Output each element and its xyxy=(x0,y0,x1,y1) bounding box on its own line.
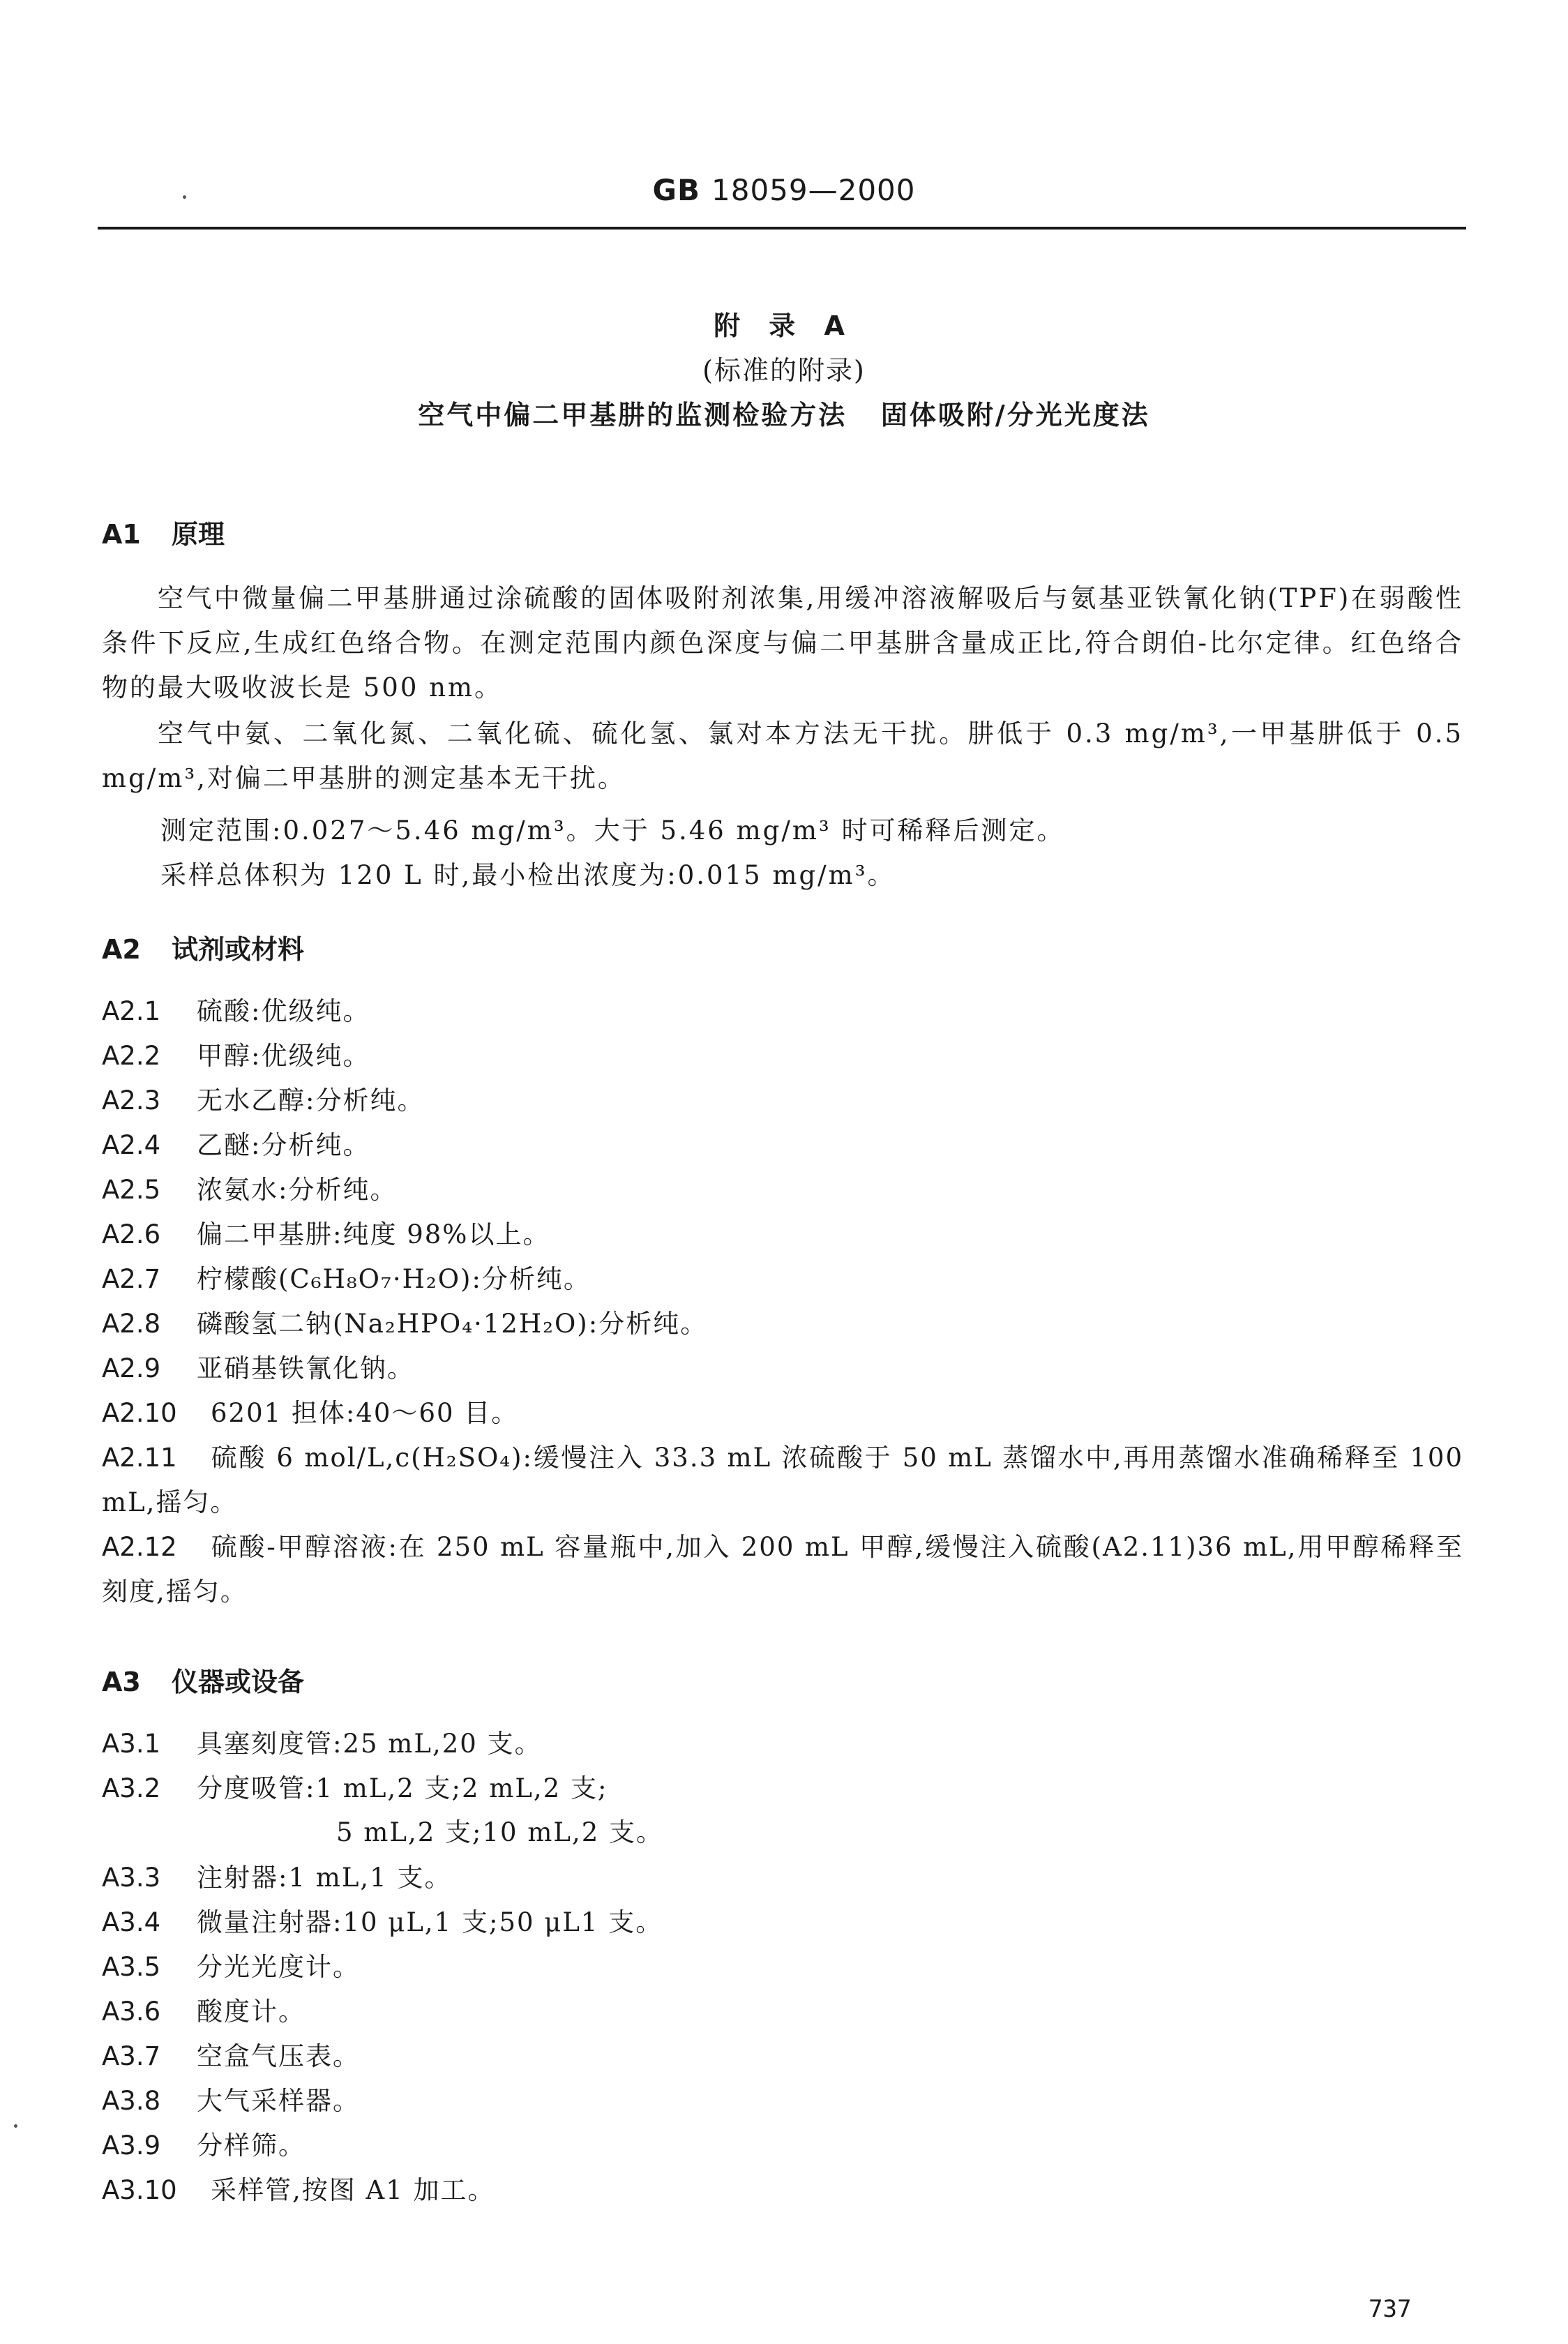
list-item: A2.8 磷酸氢二钠(Na₂HPO₄·12H₂O):分析纯。 xyxy=(102,1309,708,1339)
list-item: A3.10 采样管,按图 A1 加工。 xyxy=(102,2175,495,2205)
a1-detection-limit: 采样总体积为 120 L 时,最小检出浓度为:0.015 mg/m³。 xyxy=(160,860,896,890)
list-item: A3.6 酸度计。 xyxy=(102,1997,306,2027)
standard-code-number: 18059—2000 xyxy=(711,173,916,207)
section-number: A1 xyxy=(102,519,141,550)
appendix-title: 空气中偏二甲基肼的监测检验方法 固体吸附/分光光度法 xyxy=(418,400,1150,430)
list-item: A2.11 硫酸 6 mol/L,c(H₂SO₄):缓慢注入 33.3 mL 浓硫酸于 50 mL 蒸馏水中,再用蒸馏水准确稀释至 100 mL,摇匀。 xyxy=(102,1443,1463,1517)
section-number: A2 xyxy=(102,934,141,965)
list-item: A3.3 注射器:1 mL,1 支。 xyxy=(102,1863,452,1893)
a1-measuring-range: 测定范围:0.027～5.46 mg/m³。大于 5.46 mg/m³ 时可稀释后测定。 xyxy=(160,816,1065,846)
list-item: A3.1 具塞刻度管:25 mL,20 支。 xyxy=(102,1729,542,1759)
list-item: A3.4 微量注射器:10 μL,1 支;50 μL1 支。 xyxy=(102,1907,663,1937)
a1-paragraph-interference: 空气中氨、二氧化氮、二氧化硫、硫化氢、氯对本方法无干扰。肼低于 0.3 mg/m³,一甲基肼低于 0.5 mg/m³,对偏二甲基肼的测定基本无干扰。 xyxy=(102,719,1463,793)
list-item: A3.7 空盒气压表。 xyxy=(102,2041,360,2071)
appendix-type: (标准的附录) xyxy=(702,355,866,386)
standard-code-header xyxy=(0,173,1568,207)
list-item: A2.12 硫酸-甲醇溶液:在 250 mL 容量瓶中,加入 200 mL 甲醇,缓慢注入硫酸(A2.11)36 mL,用甲醇稀释至刻度,摇匀。 xyxy=(102,1532,1463,1607)
a1-paragraph-principle: 空气中微量偏二甲基肼通过涂硫酸的固体吸附剂浓集,用缓冲溶液解吸后与氨基亚铁氰化钠(TPF)在弱酸性条件下反应,生成红色络合物。在测定范围内颜色深度与偏二甲基肼含量成正比,符合朗伯-比尔定律。红色络合物的最大吸收波长是 500 nm。 xyxy=(102,583,1463,703)
list-item: A3.2 分度吸管:1 mL,2 支;2 mL,2 支; xyxy=(102,1773,608,1803)
appendix-label: 附 录 A xyxy=(714,310,854,341)
scan-speck xyxy=(14,2124,17,2128)
scan-speck xyxy=(183,195,186,199)
standard-code-prefix: GB xyxy=(652,173,700,207)
section-heading-a1 xyxy=(102,513,225,551)
list-item: A3.5 分光光度计。 xyxy=(102,1952,360,1982)
section-title: 仪器或设备 xyxy=(172,1667,305,1697)
list-item: A2.3 无水乙醇:分析纯。 xyxy=(102,1085,425,1115)
section-heading-a3 xyxy=(102,1660,304,1699)
list-item: A2.9 亚硝基铁氰化钠。 xyxy=(102,1353,414,1383)
list-item: A3.9 分样筛。 xyxy=(102,2131,306,2161)
page-number: 737 xyxy=(1369,2295,1412,2323)
section-title: 原理 xyxy=(172,519,225,550)
list-item: A2.5 浓氨水:分析纯。 xyxy=(102,1175,398,1205)
list-item: A2.1 硫酸:优级纯。 xyxy=(102,996,370,1026)
section-number: A3 xyxy=(102,1667,141,1697)
list-item: A3.8 大气采样器。 xyxy=(102,2086,360,2116)
list-item-continuation: 5 mL,2 支;10 mL,2 支。 xyxy=(336,1817,664,1847)
section-title: 试剂或材料 xyxy=(172,934,305,965)
list-item: A2.2 甲醇:优级纯。 xyxy=(102,1041,370,1071)
header-rule xyxy=(98,227,1466,230)
section-heading-a2 xyxy=(102,928,304,966)
list-item: A2.7 柠檬酸(C₆H₈O₇·H₂O):分析纯。 xyxy=(102,1264,591,1294)
list-item: A2.10 6201 担体:40～60 目。 xyxy=(102,1398,519,1428)
list-item: A2.4 乙醚:分析纯。 xyxy=(102,1130,370,1160)
list-item: A2.6 偏二甲基肼:纯度 98%以上。 xyxy=(102,1219,550,1249)
